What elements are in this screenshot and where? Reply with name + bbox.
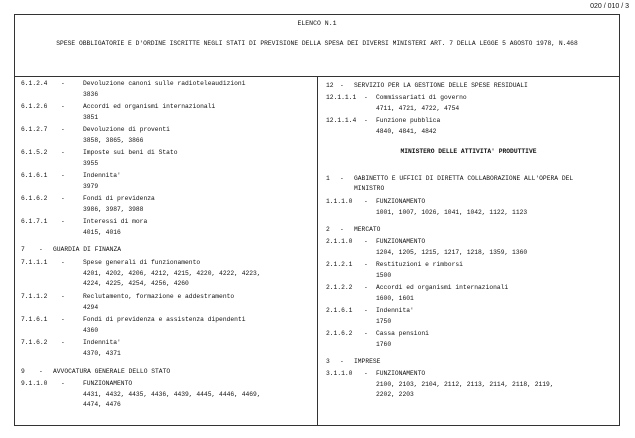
entry-dash: - — [61, 316, 65, 323]
entry-chapters: 2202, 2203 — [376, 391, 414, 398]
right-column — [318, 76, 619, 425]
entry-code: 2.1.2.1 — [326, 261, 353, 268]
entry-code: 6.1.6.1 — [21, 172, 48, 179]
section-title: SERVIZIO PER LA GESTIONE DELLE SPESE RESIDUALI — [354, 82, 528, 89]
entry-chapters: 4840, 4841, 4842 — [376, 128, 437, 135]
entry-dash: - — [61, 259, 65, 266]
entry-chapters: 4474, 4476 — [83, 401, 121, 408]
document-frame — [14, 14, 620, 426]
section-dash: - — [39, 246, 43, 253]
entry-code: 7.1.1.2 — [21, 293, 48, 300]
entry-chapters: 3858, 3865, 3866 — [83, 137, 144, 144]
entry-dash: - — [364, 284, 368, 291]
entry-chapters: 4015, 4016 — [83, 229, 121, 236]
entry-chapters: 1760 — [376, 341, 392, 348]
section-number: 7 — [21, 246, 25, 253]
entry-code: 6.1.7.1 — [21, 218, 48, 225]
section-dash: - — [39, 368, 43, 375]
entry-chapters: 1750 — [376, 318, 392, 325]
entry-title: Indennita' — [83, 172, 121, 179]
entry-title: Interessi di mora — [83, 218, 148, 225]
entry-dash: - — [61, 218, 65, 225]
entry-code: 2.1.6.2 — [326, 330, 353, 337]
entry-title: Devoluzione canoni sulle radioteleaudizioni — [83, 80, 246, 87]
entry-code: 2.1.2.2 — [326, 284, 353, 291]
entry-dash: - — [364, 94, 368, 101]
section-title: MERCATO — [354, 226, 381, 233]
section-dash: - — [340, 358, 344, 365]
entry-code: 6.1.6.2 — [21, 195, 48, 202]
entry-code: 7.1.1.1 — [21, 259, 48, 266]
entry-dash: - — [364, 238, 368, 245]
entry-chapters: 3836 — [83, 91, 99, 98]
entry-chapters: 4294 — [83, 304, 99, 311]
entry-title: Devoluzione di proventi — [83, 126, 170, 133]
section-dash: - — [340, 175, 344, 182]
entry-chapters: 4201, 4202, 4206, 4212, 4215, 4220, 4222, 4223, — [83, 270, 261, 277]
section-number: 1 — [326, 175, 330, 182]
entry-title: Imposte sui beni di Stato — [83, 149, 178, 156]
entry-dash: - — [364, 370, 368, 377]
section-title: IMPRESE — [354, 358, 381, 365]
entry-code: 3.1.1.0 — [326, 370, 353, 377]
entry-chapters: 4224, 4225, 4254, 4256, 4260 — [83, 280, 189, 287]
entry-chapters: 4431, 4432, 4435, 4436, 4439, 4445, 4446, 4469, — [83, 391, 261, 398]
entry-dash: - — [61, 339, 65, 346]
section-dash: - — [340, 82, 344, 89]
entry-dash: - — [61, 80, 65, 87]
entry-code: 6.1.5.2 — [21, 149, 48, 156]
entry-code: 12.1.1.4 — [326, 117, 357, 124]
entry-title: Accordi ed organismi internazionali — [83, 103, 216, 110]
entry-code: 2.1.1.0 — [326, 238, 353, 245]
entry-title: Commissariati di governo — [376, 94, 467, 101]
entry-dash: - — [61, 172, 65, 179]
section-dash: - — [340, 226, 344, 233]
entry-title: FUNZIONAMENTO — [83, 380, 133, 387]
section-number: 3 — [326, 358, 330, 365]
entry-dash: - — [364, 330, 368, 337]
entry-code: 12.1.1.1 — [326, 94, 357, 101]
entry-title: FUNZIONAMENTO — [376, 370, 426, 377]
entry-dash: - — [61, 293, 65, 300]
entry-title: Indennita' — [83, 339, 121, 346]
entry-code: 7.1.6.2 — [21, 339, 48, 346]
section-number: 9 — [21, 368, 25, 375]
entry-code: 1.1.1.0 — [326, 198, 353, 205]
entry-title: Indennita' — [376, 307, 414, 314]
entry-chapters: 1204, 1205, 1215, 1217, 1218, 1359, 1360 — [376, 249, 528, 256]
entry-code: 2.1.6.1 — [326, 307, 353, 314]
entry-title: Fondi di previdenza e assistenza dipendenti — [83, 316, 246, 323]
entry-chapters: 4711, 4721, 4722, 4754 — [376, 105, 460, 112]
entry-code: 6.1.2.4 — [21, 80, 48, 87]
entry-dash: - — [61, 126, 65, 133]
section-title: GABINETTO E UFFICI DI DIRETTA COLLABORAZIONE ALL'OPERA DEL — [354, 175, 574, 182]
entry-dash: - — [364, 307, 368, 314]
section-number: 12 — [326, 82, 334, 89]
entry-chapters: 4360 — [83, 327, 99, 334]
list-subtitle: SPESE OBBLIGATORIE E D'ORDINE ISCRITTE NEGLI STATI DI PREVISIONE DELLA SPESA DEI DIVERSI MINISTERI ART. 7 DELLA LEGGE 5 AGOSTO 1978, N.468 — [56, 40, 578, 47]
left-column — [15, 76, 317, 425]
entry-code: 9.1.1.0 — [21, 380, 48, 387]
entry-code: 7.1.6.1 — [21, 316, 48, 323]
entry-title: FUNZIONAMENTO — [376, 198, 426, 205]
entry-dash: - — [61, 380, 65, 387]
list-title: ELENCO N.1 — [297, 20, 337, 27]
entry-chapters: 1001, 1007, 1026, 1041, 1042, 1122, 1123 — [376, 209, 528, 216]
entry-title: Spese generali di funzionamento — [83, 259, 201, 266]
entry-chapters: 1600, 1601 — [376, 295, 414, 302]
entry-chapters: 1500 — [376, 272, 392, 279]
entry-title: Cassa pensioni — [376, 330, 429, 337]
entry-title: Reclutamento, formazione e addestramento — [83, 293, 235, 300]
entry-code: 6.1.2.7 — [21, 126, 48, 133]
document-header — [15, 15, 619, 77]
entry-title: Restituzioni e rimborsi — [376, 261, 463, 268]
entry-title: Fondi di previdenza — [83, 195, 155, 202]
section-title: MINISTRO — [354, 185, 385, 192]
entry-dash: - — [364, 261, 368, 268]
section-number: 2 — [326, 226, 330, 233]
entry-dash: - — [61, 195, 65, 202]
entry-dash: - — [61, 103, 65, 110]
entry-dash: - — [61, 149, 65, 156]
section-title: GUARDIA DI FINANZA — [53, 246, 122, 253]
entry-chapters: 3986, 3987, 3988 — [83, 206, 144, 213]
entry-code: 6.1.2.6 — [21, 103, 48, 110]
entry-title: FUNZIONAMENTO — [376, 238, 426, 245]
entry-title: Funzione pubblica — [376, 117, 441, 124]
ministry-heading: MINISTERO DELLE ATTIVITA' PRODUTTIVE — [400, 148, 537, 155]
entry-dash: - — [364, 117, 368, 124]
entry-chapters: 3979 — [83, 183, 99, 190]
entry-chapters: 2100, 2103, 2104, 2112, 2113, 2114, 2118, 2119, — [376, 381, 554, 388]
section-title: AVVOCATURA GENERALE DELLO STATO — [53, 368, 171, 375]
entry-title: Accordi ed organismi internazionali — [376, 284, 509, 291]
entry-chapters: 3955 — [83, 160, 99, 167]
page-id: 020 / 010 / 3 — [590, 3, 629, 10]
entry-chapters: 3851 — [83, 114, 99, 121]
entry-dash: - — [364, 198, 368, 205]
entry-chapters: 4370, 4371 — [83, 350, 121, 357]
